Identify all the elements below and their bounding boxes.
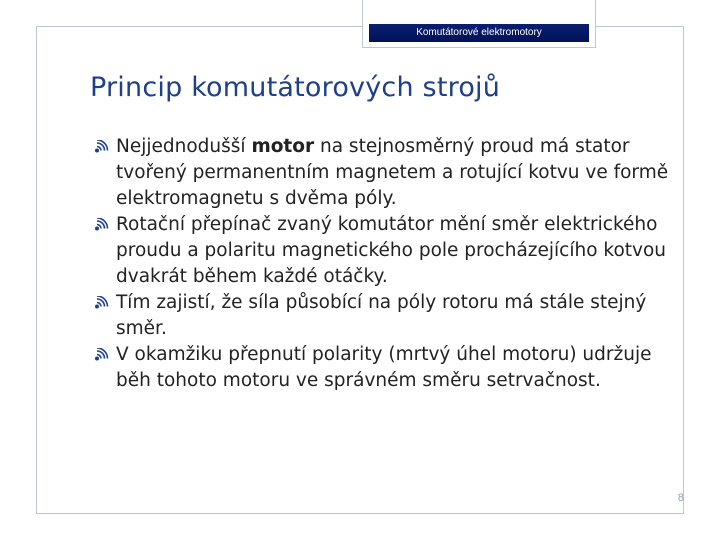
wifi-signal-bullet-icon bbox=[94, 348, 112, 361]
bullet-list bbox=[94, 134, 674, 394]
wifi-signal-bullet-icon bbox=[94, 218, 112, 231]
wifi-signal-bullet-icon bbox=[94, 296, 112, 309]
bullet-text: Rotační přepínač zvaný komutátor mění směr elektrického proudu a polaritu magnetického pole procházejícího kotvou dvakrát během každé otáčky. bbox=[116, 214, 667, 287]
bullet-text: Tím zajistí, že síla působící na póly rotoru má stále stejný směr. bbox=[116, 292, 647, 339]
header-bar: Komutátorové elektromotory bbox=[369, 24, 589, 42]
bullet-item bbox=[94, 212, 674, 290]
bullet-item bbox=[94, 134, 674, 212]
bullet-text-bold: motor bbox=[251, 136, 315, 157]
wifi-signal-bullet-icon bbox=[94, 140, 112, 153]
slide-title: Princip komutátorových strojů bbox=[90, 72, 501, 103]
page-number: 8 bbox=[677, 492, 684, 504]
bullet-item bbox=[94, 342, 674, 394]
bullet-text-suffix: na stejnosměrný proud má stator tvořený permanentním magnetem a rotující kotvu ve formě elektromagnetu s dvěma póly. bbox=[116, 136, 669, 209]
bullet-text-prefix: Nejjednodušší bbox=[116, 136, 252, 157]
bullet-text: V okamžiku přepnutí polarity (mrtvý úhel motoru) udržuje běh tohoto motoru ve správném směru setrvačnost. bbox=[116, 344, 652, 391]
header-tab bbox=[362, 0, 596, 48]
bullet-item bbox=[94, 290, 674, 342]
